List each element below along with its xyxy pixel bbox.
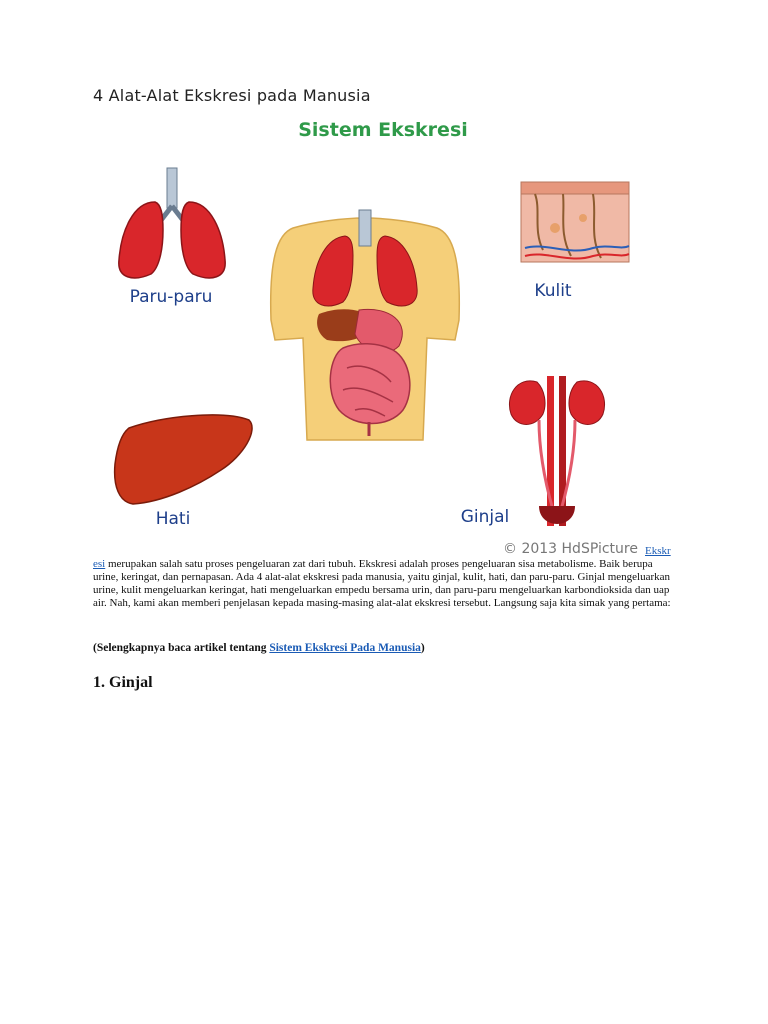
liver-label: Hati [155,509,191,529]
kidney-label: Ginjal [460,507,510,527]
read-more-suffix: ) [420,642,425,654]
section-heading: 1. Ginjal [93,674,153,691]
ekskresi-link-part2[interactable]: esi [93,558,106,570]
skin-illustration [521,182,629,262]
ekskresi-link-part1[interactable]: Ekskr [645,545,671,557]
figure-watermark: © 2013 HdSPicture [503,541,638,557]
article-paragraph [93,545,675,610]
page-title: 4 Alat-Alat Ekskresi pada Manusia [93,86,371,105]
kidney-illustration [509,376,604,526]
skin-label: Kulit [534,281,572,301]
torso-illustration [271,210,460,440]
read-more-line [93,642,693,654]
read-more-prefix: (Selengkapnya baca artikel tentang [93,642,270,654]
excretory-system-figure [93,110,673,558]
paragraph-text: merupakan salah satu proses pengeluaran zat dari tubuh. Ekskresi adalah proses pengeluaran sisa metabolisme. Baik berupa urine, keringat, dan pernapasan. Ada 4 alat-alat ekskresi pada manusia, yaitu ginjal, kulit, hati, dan paru-paru. Ginjal mengeluarkan urine, kulit mengeluarkan keringat, hati mengeluarkan empedu bersama urin, dan paru-paru mengeluarkan karbondioksida dan uap air. Nah, kami akan memberi penjelasan kepada masing-masing alat-alat ekskresi tersebut. Langsung saja kita simak yang pertama: [93,558,671,609]
liver-illustration [115,415,252,504]
excretory-system-illustration [93,110,673,558]
lungs-label: Paru-paru [129,287,213,307]
figure-title: Sistem Ekskresi [298,119,468,141]
read-more-link[interactable]: Sistem Ekskresi Pada Manusia [269,642,421,654]
lungs-illustration [119,168,225,278]
